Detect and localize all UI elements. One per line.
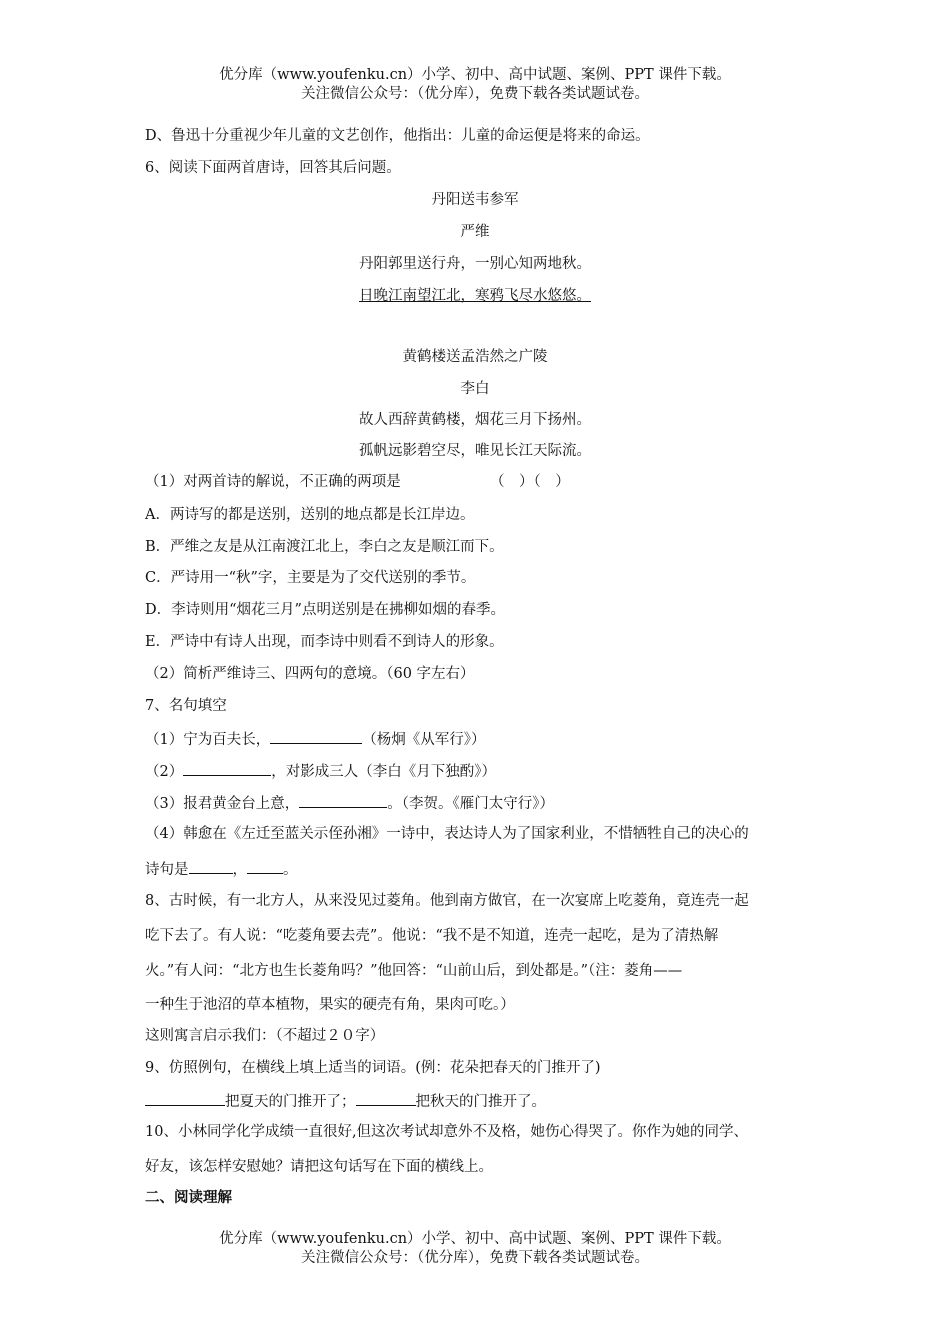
q6-option-c: C．严诗用一“秋”字，主要是为了交代送别的季节。: [145, 570, 476, 586]
poem2-line-1: 故人西辞黄鹤楼，烟花三月下扬州。: [359, 412, 591, 428]
q5-option-d: D、鲁迅十分重视少年儿童的文艺创作，他指出：儿童的命运便是将来的命运。: [145, 128, 650, 144]
answer-blank[interactable]: [189, 858, 233, 874]
q8-line-3: 火。”有人问：“北方也生长菱角吗？”他回答：“山前山后，到处都是。”（注：菱角——: [145, 963, 683, 979]
poem2-title: 黄鹤楼送孟浩然之广陵: [402, 349, 548, 365]
poem2-author: 李白: [460, 381, 490, 397]
q9-part-1: 把夏天的门推开了；: [225, 1094, 356, 1110]
q7-item-1-source: （杨炯《从军行》）: [362, 732, 486, 748]
q7-item-4-comma: ，: [232, 862, 247, 878]
q6-option-a: A．两诗写的都是送别，送别的地点都是长江岸边。: [145, 507, 475, 523]
section-2-title: 二、阅读理解: [145, 1189, 232, 1206]
q7-item-2-prefix: （2）: [145, 764, 184, 780]
answer-blank[interactable]: [356, 1090, 416, 1106]
q7-item-2-suffix: ，对影成三人（李白《月下独酌》）: [271, 764, 496, 780]
q8-line-2: 吃下去了。有人说：“吃菱角要去壳”。他说：“我不是不知道，连壳一起吃，是为了清热解: [145, 928, 719, 944]
q10-line-2: 好友，该怎样安慰她？请把这句话写在下面的横线上。: [145, 1159, 493, 1175]
q8-line-5: 这则寓言启示我们：（不超过２０字）: [145, 1028, 385, 1044]
page-header: [0, 66, 950, 104]
q9-stem: 9、仿照例句，在横线上填上适当的词语。(例：花朵把春天的门推开了): [145, 1060, 601, 1076]
q6-option-b: B．严维之友是从江南渡江北上，李白之友是顺江而下。: [145, 539, 504, 555]
poem1-line-2-text: 日晚江南望江北，寒鸦飞尽水悠悠。: [359, 288, 591, 304]
q6-sub1-text: （1）对两首诗的解说，不正确的两项是: [145, 474, 401, 490]
q8-line-4: 一种生于池沼的草本植物，果实的硬壳有角，果肉可吃。）: [145, 997, 515, 1013]
q7-stem: 7、名句填空: [145, 698, 227, 714]
poem2-line-2: 孤帆远影碧空尽，唯见长江天际流。: [359, 443, 591, 459]
q9-part-2: 把秋天的门推开了。: [415, 1094, 546, 1110]
q7-item-4-line-2: [145, 858, 298, 880]
footer-line-2: 关注微信公众号：（优分库），免费下载各类试题试卷。: [301, 1250, 649, 1266]
q9-answer-line: [145, 1090, 546, 1112]
q7-item-2: [145, 760, 496, 782]
header-line-1: 优分库（www.youfenku.cn）小学、初中、高中试题、案例、PPT 课件下载。: [219, 67, 731, 83]
q6-stem: 6、阅读下面两首唐诗，回答其后问题。: [145, 160, 401, 176]
q7-item-1: [145, 728, 485, 750]
q7-item-1-prefix: （1）宁为百夫长，: [145, 732, 271, 748]
answer-blank[interactable]: [145, 1090, 225, 1106]
q6-sub2: （2）简析严维诗三、四两句的意境。（60 字左右）: [145, 666, 475, 682]
answer-blank[interactable]: [183, 760, 271, 776]
q7-item-4-period: 。: [283, 862, 298, 878]
q10-line-1: 10、小林同学化学成绩一直很好,但这次考试却意外不及格，她伤心得哭了。你作为她的同学、: [145, 1124, 749, 1140]
footer-line-1: 优分库（www.youfenku.cn）小学、初中、高中试题、案例、PPT 课件下载。: [219, 1231, 731, 1247]
q7-item-4-line-1: （4）韩愈在《左迁至蓝关示侄孙湘》一诗中，表达诗人为了国家利业，不惜牺牲自己的决心的: [145, 826, 749, 842]
q7-item-3-suffix: 。（李贺。《雁门太守行》）: [387, 796, 554, 812]
header-line-2: 关注微信公众号：（优分库），免费下载各类试题试卷。: [301, 86, 649, 102]
answer-blank[interactable]: [299, 792, 387, 808]
q6-option-d: D．李诗则用“烟花三月”点明送别是在拂柳如烟的春季。: [145, 602, 505, 618]
poem1-line-1: 丹阳郭里送行舟，一别心知两地秋。: [359, 256, 591, 272]
answer-blank[interactable]: [247, 858, 283, 874]
q6-option-e: E．严诗中有诗人出现，而李诗中则看不到诗人的形象。: [145, 634, 504, 650]
poem1-author: 严维: [460, 224, 490, 240]
q6-sub1-answer-brackets: （ ）（ ）: [489, 474, 570, 490]
q6-sub1: [145, 472, 570, 492]
q7-item-3: [145, 792, 554, 814]
q8-line-1: 8、古时候，有一北方人，从来没见过菱角。他到南方做官，在一次宴席上吃菱角，竟连壳一起: [145, 893, 749, 909]
answer-blank[interactable]: [270, 728, 362, 744]
page-footer: [0, 1230, 950, 1268]
q7-item-4-prefix: 诗句是: [145, 862, 189, 878]
q7-item-3-prefix: （3）报君黄金台上意，: [145, 796, 300, 812]
poem1-line-2: [0, 286, 950, 306]
poem1-title: 丹阳送韦参军: [431, 192, 519, 208]
